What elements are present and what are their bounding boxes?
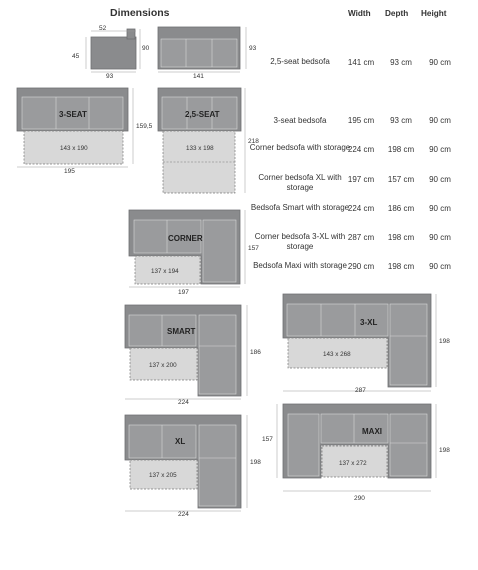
row-depth-3-seat: 93 cm	[390, 116, 412, 125]
maxi-diagram	[262, 404, 450, 502]
row-name-smart: Bedsofa Smart with storage	[250, 203, 350, 212]
two-half-seat-diagram	[158, 88, 259, 193]
smart-label: SMART	[167, 327, 196, 336]
row-depth-3-xl: 198 cm	[387, 233, 415, 242]
row-depth-smart: 186 cm	[387, 204, 415, 213]
row-height-3-xl: 90 cm	[429, 233, 451, 242]
two-half-seat-bed-dim: 133 x 198	[186, 145, 214, 152]
maxi-left-dim: 157	[262, 436, 273, 443]
three-seat-bed-dim: 143 x 190	[60, 145, 88, 152]
side-view-diagram	[72, 25, 150, 80]
front-view-bottom-dim: 141	[193, 73, 204, 80]
smart-diagram	[125, 305, 261, 406]
row-width-maxi: 290 cm	[347, 262, 375, 271]
two-half-seat-right-dim: 218	[248, 138, 259, 145]
xl-diagram	[125, 415, 261, 518]
row-height-corner-xl: 90 cm	[429, 175, 451, 184]
maxi-bed-dim: 137 x 272	[339, 460, 367, 467]
row-width-corner-xl: 197 cm	[347, 175, 375, 184]
row-name-2-5-seat: 2,5-seat bedsofa	[270, 57, 330, 66]
row-name-maxi: Bedsofa Maxi with storage	[253, 261, 347, 270]
row-width-smart: 224 cm	[347, 204, 375, 213]
row-width-corner: 224 cm	[347, 145, 375, 154]
page-title: Dimensions	[110, 7, 170, 19]
three-seat-right-dim: 159,5	[136, 123, 153, 130]
row-name-corner-xl: Corner bedsofa XL with storage	[258, 173, 342, 192]
row-width-2-5-seat: 141 cm	[347, 58, 375, 67]
three-seat-diagram	[17, 88, 153, 175]
side-view-top-dim: 52	[99, 25, 107, 32]
xl-bottom-dim: 224	[178, 511, 189, 518]
smart-bed-dim: 137 x 200	[149, 362, 177, 369]
three-seat-label: 3-SEAT	[59, 110, 87, 119]
two-half-seat-label: 2,5-SEAT	[185, 110, 220, 119]
side-view-left-dim: 45	[72, 53, 80, 60]
three-xl-right-dim: 198	[439, 338, 450, 345]
row-name-corner: Corner bedsofa with storage	[249, 143, 351, 152]
maxi-label: MAXI	[362, 427, 382, 436]
smart-right-dim: 186	[250, 349, 261, 356]
three-xl-bed-dim: 143 x 268	[323, 351, 351, 358]
maxi-bottom-dim: 290	[354, 495, 365, 502]
row-depth-corner-xl: 157 cm	[387, 175, 415, 184]
xl-right-dim: 198	[250, 459, 261, 466]
corner-bottom-dim: 197	[178, 289, 189, 296]
xl-label: XL	[175, 437, 186, 446]
row-height-maxi: 90 cm	[429, 262, 451, 271]
three-xl-bottom-dim: 287	[355, 387, 366, 394]
row-depth-corner: 198 cm	[387, 145, 415, 154]
maxi-right-dim: 198	[439, 447, 450, 454]
side-view-body	[91, 37, 136, 69]
side-view-right-dim: 90	[142, 45, 150, 52]
front-view-right-dim: 93	[249, 45, 257, 52]
column-header-depth: Depth	[385, 9, 409, 18]
three-xl-diagram	[283, 294, 450, 394]
row-height-smart: 90 cm	[429, 204, 451, 213]
row-width-3-seat: 195 cm	[347, 116, 375, 125]
column-header-width: Width	[348, 9, 371, 18]
row-name-3-xl: Corner bedsofa 3-XL with storage	[254, 232, 346, 251]
xl-bed-dim: 137 x 205	[149, 472, 177, 479]
corner-right-dim: 157	[248, 245, 259, 252]
column-header-height: Height	[421, 9, 447, 18]
row-width-3-xl: 287 cm	[347, 233, 375, 242]
three-seat-bottom-dim: 195	[64, 168, 75, 175]
row-name-3-seat: 3-seat bedsofa	[273, 116, 327, 125]
side-view-bottom-dim: 93	[106, 73, 114, 80]
row-height-3-seat: 90 cm	[429, 116, 451, 125]
row-height-2-5-seat: 90 cm	[429, 58, 451, 67]
corner-diagram	[129, 210, 259, 296]
side-view-back	[127, 29, 135, 39]
row-height-corner: 90 cm	[429, 145, 451, 154]
row-depth-maxi: 198 cm	[387, 262, 415, 271]
three-xl-label: 3-XL	[360, 318, 378, 327]
corner-bed-dim: 137 x 194	[151, 268, 179, 275]
row-depth-2-5-seat: 93 cm	[390, 58, 412, 67]
front-view-diagram	[158, 27, 257, 80]
corner-label: CORNER	[168, 234, 203, 243]
smart-bottom-dim: 224	[178, 399, 189, 406]
